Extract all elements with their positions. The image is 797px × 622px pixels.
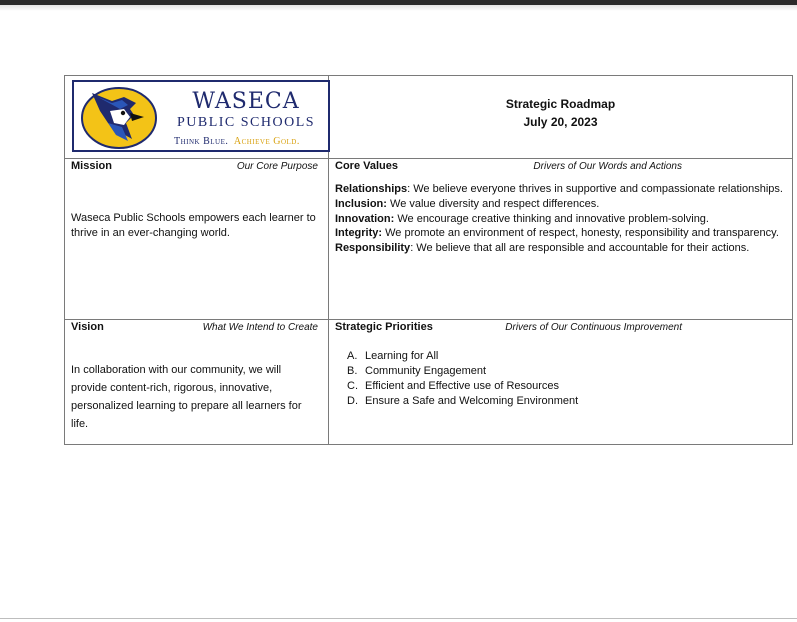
priority-text: Learning for All xyxy=(365,350,439,362)
mission-text: Waseca Public Schools empowers each learner to thrive in an ever-changing world. xyxy=(71,212,316,239)
priority-text: Efficient and Effective use of Resources xyxy=(365,380,560,392)
strategic-priorities-list xyxy=(329,349,792,409)
core-value-text: We promote an environment of respect, honesty, responsibility and transparency. xyxy=(382,227,779,240)
core-values-cell xyxy=(329,159,793,320)
core-value-term: Responsibility xyxy=(335,242,411,255)
strategic-priorities-cell xyxy=(329,320,793,445)
logo-cell xyxy=(65,76,329,159)
strategic-roadmap-table xyxy=(64,75,793,445)
vision-priorities-row xyxy=(65,320,793,445)
core-value-item xyxy=(335,212,784,227)
mission-cell xyxy=(65,159,329,320)
blue-jay-mascot-icon xyxy=(78,83,164,149)
tagline-gold: Achieve Gold. xyxy=(233,136,300,147)
priority-letter: C. xyxy=(347,380,358,392)
priority-text: Community Engagement xyxy=(365,365,487,377)
title-cell xyxy=(329,76,793,159)
vision-subtitle: What We Intend to Create xyxy=(202,322,318,333)
district-name: WASECA xyxy=(192,89,300,114)
core-values-subtitle: Drivers of Our Words and Actions xyxy=(533,161,682,172)
document-title: Strategic Roadmap xyxy=(505,97,616,111)
vision-cell xyxy=(65,320,329,445)
tagline-blue: Think Blue. xyxy=(174,136,229,147)
priority-text: Ensure a Safe and Welcoming Environment xyxy=(365,395,579,407)
priority-letter: D. xyxy=(347,395,358,407)
core-value-text: : We believe that all are responsible and accountable for their actions. xyxy=(410,242,750,255)
core-value-term: Inclusion: xyxy=(335,197,387,210)
priority-item xyxy=(347,394,792,409)
core-value-item xyxy=(335,197,784,212)
header-row xyxy=(65,76,793,159)
strategic-priorities-subtitle: Drivers of Our Continuous Improvement xyxy=(505,322,682,333)
core-value-text: We encourage creative thinking and innovative problem-solving. xyxy=(394,212,709,225)
strategic-priorities-label: Strategic Priorities xyxy=(335,321,433,333)
vision-text: In collaboration with our community, we will provide content-rich, rigorous, innovative, personalized learning to prepare all learners for life. xyxy=(71,364,302,430)
page-bottom-divider xyxy=(0,618,797,619)
district-subtitle: PUBLIC SCHOOLS xyxy=(176,115,316,130)
vision-label: Vision xyxy=(71,321,104,333)
core-value-term: Innovation: xyxy=(335,212,395,225)
core-values-list xyxy=(329,174,792,256)
priority-item xyxy=(347,364,792,379)
mission-label: Mission xyxy=(71,160,112,172)
core-value-item xyxy=(335,182,784,197)
priority-item xyxy=(347,349,792,364)
district-logo xyxy=(72,80,330,152)
core-value-text: : We believe everyone thrives in supportive and compassionate relationships. xyxy=(407,183,783,195)
core-value-term: Relationships xyxy=(335,183,408,195)
core-value-term: Integrity: xyxy=(335,227,383,240)
mission-subtitle: Our Core Purpose xyxy=(236,161,318,172)
document-date: July 20, 2023 xyxy=(523,115,598,129)
core-value-item xyxy=(335,226,784,241)
priority-item xyxy=(347,379,792,394)
core-value-text: We value diversity and respect differences. xyxy=(386,197,600,210)
priority-letter: A. xyxy=(347,350,358,362)
priority-letter: B. xyxy=(347,365,358,377)
window-top-shadow xyxy=(0,5,797,11)
core-values-label: Core Values xyxy=(335,160,398,172)
core-value-item xyxy=(335,241,784,256)
district-tagline xyxy=(174,136,334,148)
mission-values-row xyxy=(65,159,793,320)
